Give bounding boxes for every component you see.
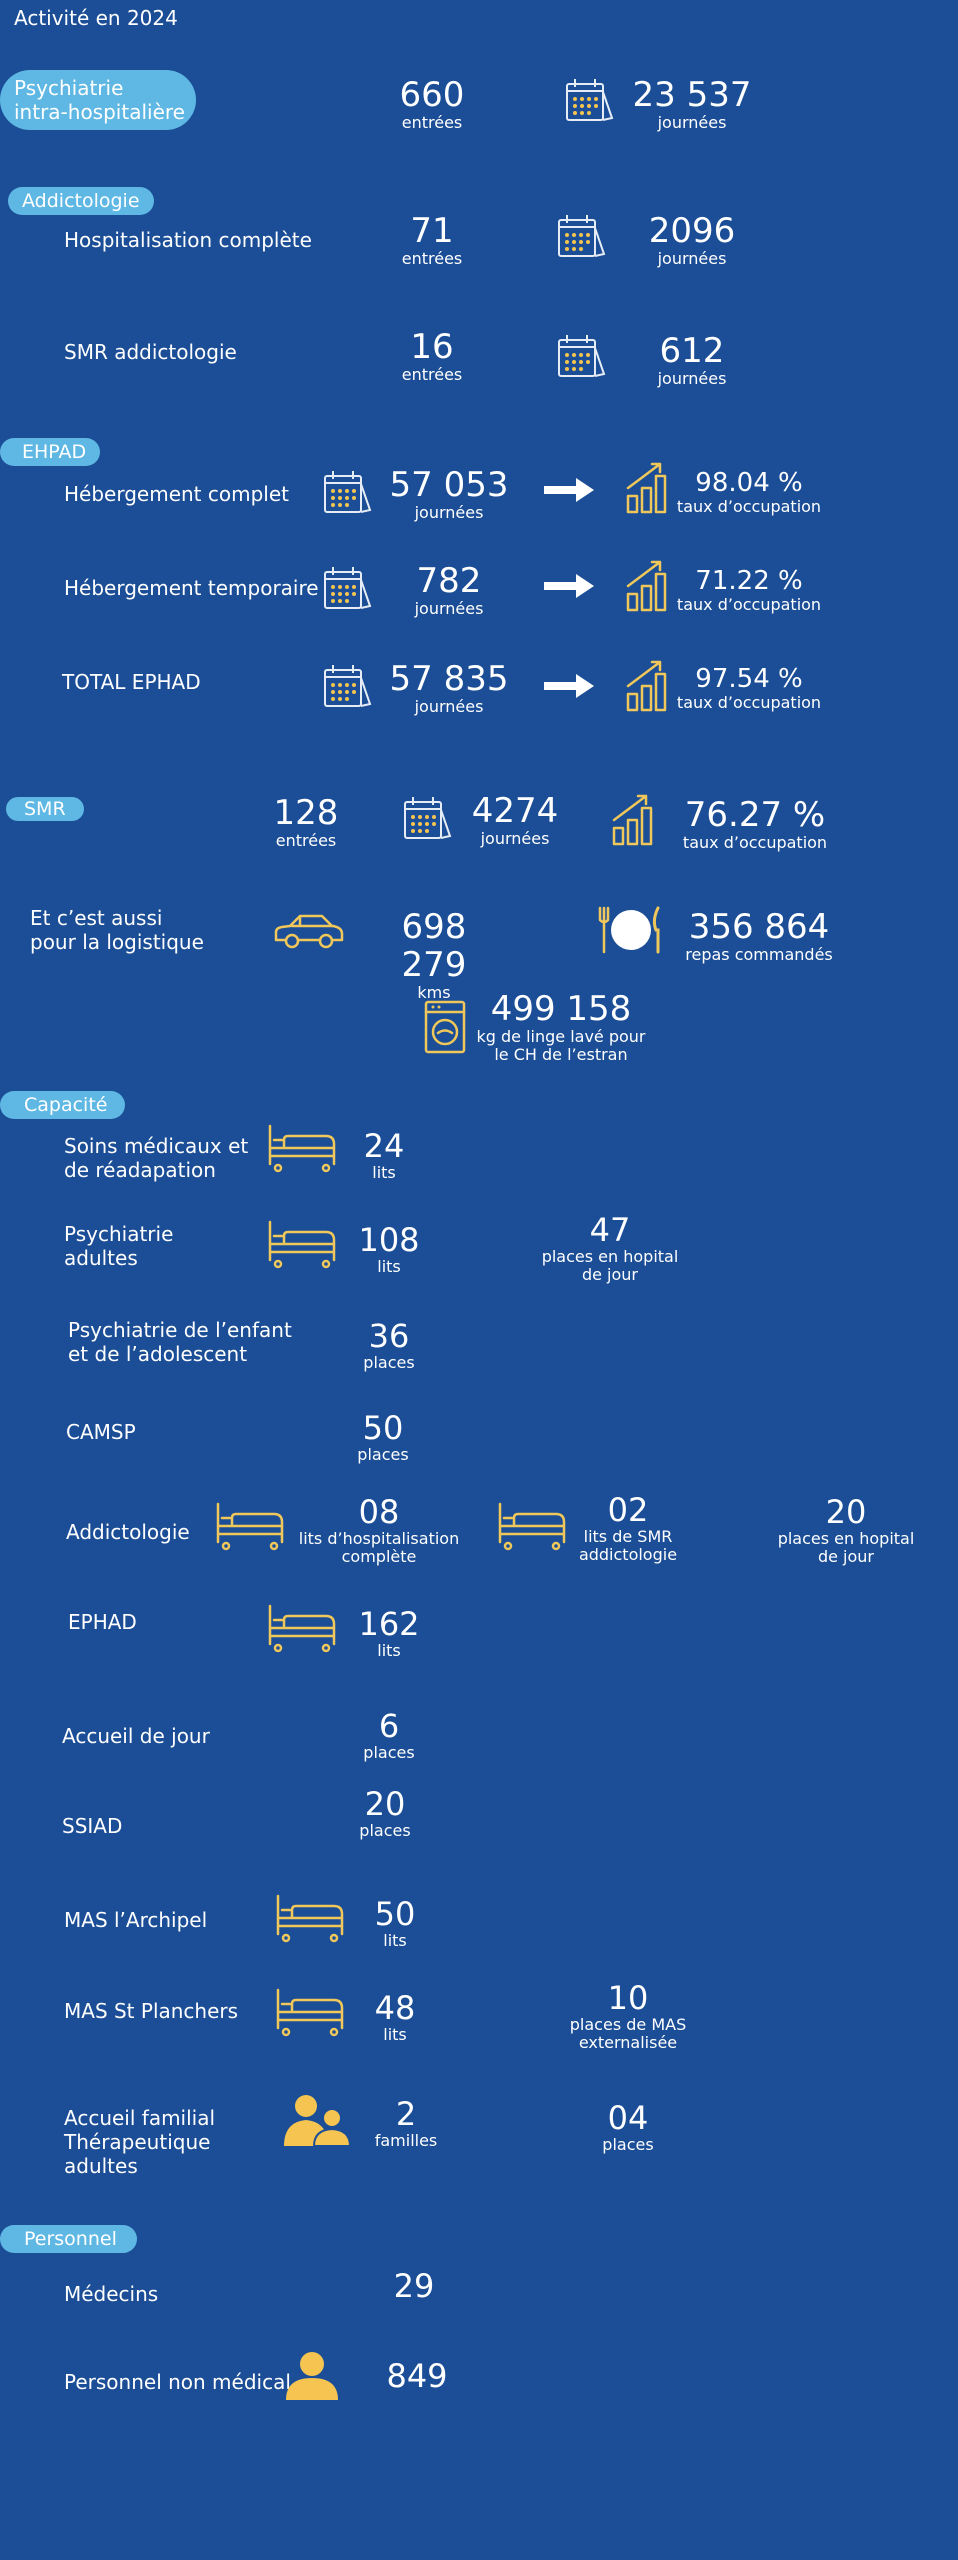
cap-mas1 [350,1896,440,1950]
logistique-repas [684,908,834,964]
cap-afam-places [588,2100,668,2154]
smr-entrees-unit: entrées [275,831,337,850]
cap-camsp-unit: places [357,1445,409,1464]
calendar-icon [324,664,372,712]
cap-psyenf-value: 36 [368,1317,410,1355]
cap-accueil [344,1708,434,1762]
cap-afam-places-value: 04 [607,2099,649,2137]
addicto-smr-entrees-value: 16 [410,327,454,367]
logistique-label-1: Et c’est aussi [30,906,163,930]
addicto-hc-journees-value: 2096 [648,211,736,251]
bed-icon [266,1218,340,1268]
calendar-icon [324,470,372,518]
ehpad-row-label: Hébergement temporaire [64,576,319,600]
cap-camsp-value: 50 [362,1409,404,1447]
cap-mas2-value: 48 [374,1989,416,2027]
smr-entrees [256,794,356,850]
smr-journees [460,792,570,848]
cap-accueil-unit: places [363,1743,415,1762]
cap-psyad-label-2: adultes [64,1246,138,1270]
addicto-hc-label: Hospitalisation complète [64,228,312,252]
cap-mas1-label: MAS l’Archipel [64,1908,208,1932]
cap-addicto-smr-value: 02 [607,1491,649,1529]
smr-taux [680,796,830,852]
arrow-right-icon [544,574,594,598]
cap-ssiad-label: SSIAD [62,1814,123,1838]
cap-psyenf [344,1318,434,1372]
ehpad-row-taux-value: 71.22 % [695,566,803,596]
bed-icon [266,1122,340,1172]
psy-journees-value: 23 537 [632,75,752,115]
ehpad-row-journees-unit: journées [414,599,484,618]
bed-icon [274,1892,348,1942]
logistique-label-2: pour la logistique [30,930,204,954]
addicto-smr-label: SMR addictologie [64,340,237,364]
logistique-repas-unit: repas commandés [685,945,833,964]
ehpad-row-taux [674,566,824,614]
cap-mas2-ext-value: 10 [607,1979,649,2017]
logistique-linge-value: 499 158 [490,989,632,1029]
addicto-smr-entrees-unit: entrées [401,365,463,384]
cap-mas2-label: MAS St Planchers [64,1999,239,2023]
addicto-hc-entrees-unit: entrées [401,249,463,268]
addicto-smr-journees [622,332,762,388]
car-icon [272,912,346,952]
cap-addicto-hj-unit-1: places en hopital [777,1529,915,1548]
smr-entrees-value: 128 [273,793,339,833]
addicto-smr-journees-value: 612 [659,331,725,371]
addicto-smr-entrees [382,328,482,384]
cap-soins-value: 24 [363,1127,405,1165]
psy-pill [0,70,196,130]
cap-ssiad [340,1786,430,1840]
capacite-pill: Capacité [0,1091,125,1119]
cap-accueil-value: 6 [378,1707,400,1745]
cap-mas1-value: 50 [374,1895,416,1933]
logistique-kms-unit: kms [417,983,451,1002]
cap-ephad-label: EPHAD [68,1610,137,1634]
arrow-right-icon [544,674,594,698]
cap-addicto-label: Addictologie [66,1520,190,1544]
ehpad-row-journees [384,562,514,618]
smr-taux-value: 76.27 % [684,795,826,835]
cap-psyad-hj-value: 47 [589,1211,631,1249]
calendar-icon [558,334,606,382]
ehpad-row-journees [384,466,514,522]
cap-afam-places-unit: places [602,2135,654,2154]
logistique-linge [476,990,646,1064]
pers-nonmed [372,2358,462,2394]
ehpad-row-journees-value: 57 835 [389,659,509,699]
logistique-kms [364,908,504,1002]
smr-taux-unit: taux d’occupation [682,833,828,852]
ehpad-row-taux [674,664,824,712]
cap-psyad [344,1222,434,1276]
ehpad-row-journees-unit: journées [414,697,484,716]
bed-icon [496,1500,570,1550]
psy-journees [622,76,762,132]
ehpad-row-label: TOTAL EPHAD [62,670,201,694]
psy-journees-unit: journées [657,113,727,132]
pers-med-value: 29 [393,2267,435,2305]
ehpad-row-journees-unit: journées [414,503,484,522]
calendar-icon [566,78,614,126]
ehpad-row-taux-unit: taux d’occupation [676,595,822,614]
cap-afam-value: 2 [395,2095,417,2133]
cap-ephad [344,1606,434,1660]
family-icon [282,2092,352,2148]
pers-nonmed-value: 849 [386,2357,448,2395]
ehpad-row-label: Hébergement complet [64,482,289,506]
ehpad-row-journees-value: 57 053 [389,465,509,505]
washing-machine-icon [424,1000,468,1054]
psy-entrees [382,76,482,132]
cap-addicto-hj-unit-2: de jour [817,1547,875,1566]
cap-ephad-value: 162 [358,1605,420,1643]
bar-chart-icon [612,794,654,846]
cap-ssiad-unit: places [359,1821,411,1840]
cap-psyenf-label-1: Psychiatrie de l’enfant [68,1318,292,1342]
addicto-pill: Addictologie [8,187,154,215]
arrow-right-icon [544,478,594,502]
calendar-icon [404,796,452,844]
cap-camsp-label: CAMSP [66,1420,136,1444]
cap-soins-label-2: de réadapation [64,1158,216,1182]
smr-pill: SMR [6,797,84,821]
addicto-hc-journees [622,212,762,268]
logistique-kms-value: 698 279 [401,907,467,985]
cap-mas2-ext-unit-2: externalisée [578,2033,678,2052]
pers-nonmed-label: Personnel non médical [64,2370,291,2394]
cap-afam-label-3: adultes [64,2154,138,2178]
bar-chart-icon [626,462,668,514]
cap-psyad-value: 108 [358,1221,420,1259]
smr-journees-unit: journées [480,829,550,848]
cap-addicto-hc-unit-2: complète [341,1547,417,1566]
cap-mas2 [350,1990,440,2044]
cap-soins-label-1: Soins médicaux et [64,1134,249,1158]
cap-addicto-hc-unit-1: lits d’hospitalisation [298,1529,460,1548]
cap-mas2-ext-unit-1: places de MAS [569,2015,687,2034]
cap-accueil-label: Accueil de jour [62,1724,210,1748]
psy-label-2: intra-hospitalière [14,100,185,124]
pers-med [374,2268,454,2304]
ehpad-row-journees-value: 782 [416,561,482,601]
bed-icon [274,1986,348,2036]
cap-mas2-unit: lits [383,2025,407,2044]
calendar-icon [558,214,606,262]
page-title: Activité en 2024 [14,6,178,30]
cap-psyenf-unit: places [363,1353,415,1372]
logistique-linge-unit-1: kg de linge lavé pour [476,1027,646,1046]
cap-mas1-unit: lits [383,1931,407,1950]
addicto-smr-journees-unit: journées [657,369,727,388]
ehpad-row-taux-value: 97.54 % [695,664,803,694]
ehpad-row-taux-value: 98.04 % [695,468,803,498]
ehpad-pill: EHPAD [0,438,100,466]
cap-addicto-smr-unit-1: lits de SMR [583,1527,673,1546]
smr-journees-value: 4274 [471,791,559,831]
psy-entrees-unit: entrées [401,113,463,132]
ehpad-row-taux-unit: taux d’occupation [676,693,822,712]
cap-addicto-hj [766,1494,926,1566]
cap-addicto-smr-unit-2: addictologie [578,1545,678,1564]
cap-afam-label-1: Accueil familial [64,2106,216,2130]
cap-psyad-hj-unit-2: de jour [581,1265,639,1284]
ehpad-row-taux [674,468,824,516]
addicto-hc-journees-unit: journées [657,249,727,268]
cap-psyad-hj [530,1212,690,1284]
cap-soins-unit: lits [372,1163,396,1182]
calendar-icon [324,566,372,614]
bar-chart-icon [626,660,668,712]
cap-addicto-smr [570,1492,686,1564]
cap-afam-unit: familles [374,2131,438,2150]
bed-icon [214,1500,288,1550]
psy-entrees-value: 660 [399,75,465,115]
psy-label-1: Psychiatrie [14,76,124,100]
cap-afam-label-2: Thérapeutique [64,2130,211,2154]
bar-chart-icon [626,560,668,612]
addicto-hc-entrees [382,212,482,268]
ehpad-row-journees [384,660,514,716]
cap-ssiad-value: 20 [364,1785,406,1823]
logistique-linge-unit-2: le CH de l’estran [494,1045,628,1064]
pers-med-label: Médecins [64,2282,159,2306]
meal-icon [596,906,666,954]
cap-addicto-hc-value: 08 [358,1493,400,1531]
person-icon [284,2350,340,2402]
cap-ephad-unit: lits [377,1641,401,1660]
cap-addicto-hc [294,1494,464,1566]
cap-mas2-ext [548,1980,708,2052]
cap-psyad-hj-unit-1: places en hopital [541,1247,679,1266]
ehpad-row-taux-unit: taux d’occupation [676,497,822,516]
cap-psyad-label-1: Psychiatrie [64,1222,174,1246]
cap-psyad-unit: lits [377,1257,401,1276]
cap-psyenf-label-2: et de l’adolescent [68,1342,248,1366]
personnel-pill: Personnel [0,2225,137,2253]
cap-soins [344,1128,424,1182]
cap-camsp [338,1410,428,1464]
bed-icon [266,1602,340,1652]
addicto-hc-entrees-value: 71 [410,211,454,251]
cap-afam [366,2096,446,2150]
cap-addicto-hj-value: 20 [825,1493,867,1531]
logistique-repas-value: 356 864 [688,907,830,947]
